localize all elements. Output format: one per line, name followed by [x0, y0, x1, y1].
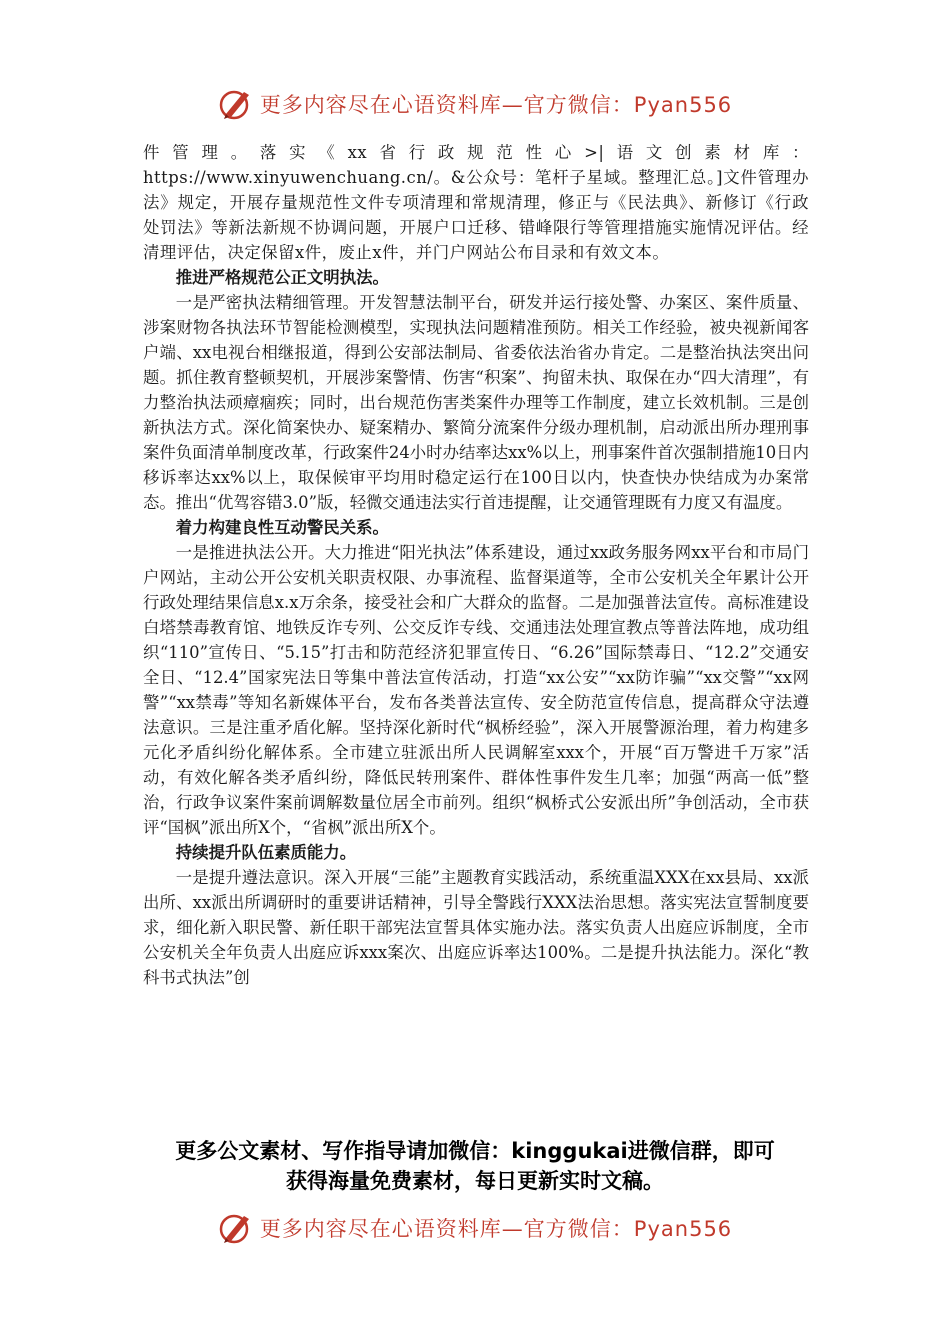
section-heading-1: 推进严格规范公正文明执法。 [175, 268, 389, 287]
footer-banner [0, 1208, 950, 1248]
footer-banner-text: 更多内容尽在心语资料库—官方微信：Pyan556 [259, 1217, 733, 1241]
section-heading-2: 着力构建良性互动警民关系。 [175, 518, 389, 537]
promo-notice [130, 1136, 820, 1196]
document-body [143, 140, 809, 990]
paragraph-3: 一是推进执法公开。大力推进“阳光执法”体系建设，通过xx政务服务网xx平台和市局门户网站，主动公开公安机关职责权限、办事流程、监督渠道等，全市公安机关全年累计公开行政处理结果信息x.x万余条，接受社会和广大群众的监督。二是加强普法宣传。高标准建设白塔禁毒教育馆、地铁反诈专列、公交反诈专线、交通违法处理宣教点等普法阵地，成功组织“110”宣传日、“5.15”打击和防范经济犯罪宣传日、“6.26”国际禁毒日、“12.2”交通安全日、“12.4”国家宪法日等集中普法宣传活动，打造“xx公安”“xx防诈骗”“xx交警”“xx网警”“xx禁毒”等知名新媒体平台，发布各类普法宣传、安全防范宣传信息，提高群众守法遵法意识。三是注重矛盾化解。坚持深化新时代“枫桥经验”，深入开展警源治理，着力构建多元化矛盾纠纷化解体系。全市建立驻派出所人民调解室xxx个，开展“百万警进千万家”活动，有效化解各类矛盾纠纷，降低民转刑案件、群体性事件发生几率；加强“两高一低”整治，行政争议案件案前调解数量位居全市前列。组织“枫桥式公安派出所”争创活动，全市获评“国枫”派出所X个，“省枫”派出所X个。 [143, 543, 809, 837]
section-heading-3: 持续提升队伍素质能力。 [175, 843, 357, 862]
pen-logo-icon [218, 86, 254, 122]
promo-line-1: 更多公文素材、写作指导请加微信：kinggukai进微信群，即可 [175, 1139, 775, 1163]
header-banner-text: 更多内容尽在心语资料库—官方微信：Pyan556 [259, 93, 733, 117]
paragraph-4: 一是提升遵法意识。深入开展“三能”主题教育实践活动，系统重温XXX在xx县局、xx派出所、xx派出所调研时的重要讲话精神，引导全警践行XXX法治思想。落实宪法宣誓制度要求，细化新入职民警、新任职干部宪法宣誓具体实施办法。落实负责人出庭应诉制度，全市公安机关全年负责人出庭应诉xxx案次、出庭应诉率达100%。二是提升执法能力。深化“教科书式执法”创 [143, 868, 809, 987]
paragraph-1: 件管理。落实《xx省行政规范性心>|语文创素材库：https://www.xinyuwenchuang.cn/。&公众号：笔杆子星域。整理汇总。]文件管理办法》规定，开展存量规范性文件专项清理和常规清理，修正与《民法典》、新修订《行政处罚法》等新法新规不协调问题，开展户口迁移、错峰限行等管理措施实施情况评估。经清理评估，决定保留x件，废止x件，并门户网站公布目录和有效文本。 [143, 143, 809, 262]
pen-logo-icon [218, 1210, 254, 1246]
header-banner [0, 84, 950, 124]
paragraph-2: 一是严密执法精细管理。开发智慧法制平台，研发并运行接处警、办案区、案件质量、涉案财物各执法环节智能检测模型，实现执法问题精准预防。相关工作经验，被央视新闻客户端、xx电视台相继报道，得到公安部法制局、省委依法治省办肯定。二是整治执法突出问题。抓住教育整顿契机，开展涉案警情、伤害“积案”、拘留未执、取保在办“四大清理”，有力整治执法顽瘴痼疾；同时，出台规范伤害类案件办理等工作制度，建立长效机制。三是创新执法方式。深化简案快办、疑案精办、繁简分流案件分级办理机制，启动派出所办理刑事案件负面清单制度改革，行政案件24小时办结率达xx%以上，刑事案件首次强制措施10日内移诉率达xx%以上，取保候审平均用时稳定运行在100日以内，快查快办快结成为办案常态。推出“优驾容错3.0”版，轻微交通违法实行首违提醒，让交通管理既有力度又有温度。 [143, 293, 809, 512]
promo-line-2: 获得海量免费素材，每日更新实时文稿。 [286, 1169, 664, 1193]
